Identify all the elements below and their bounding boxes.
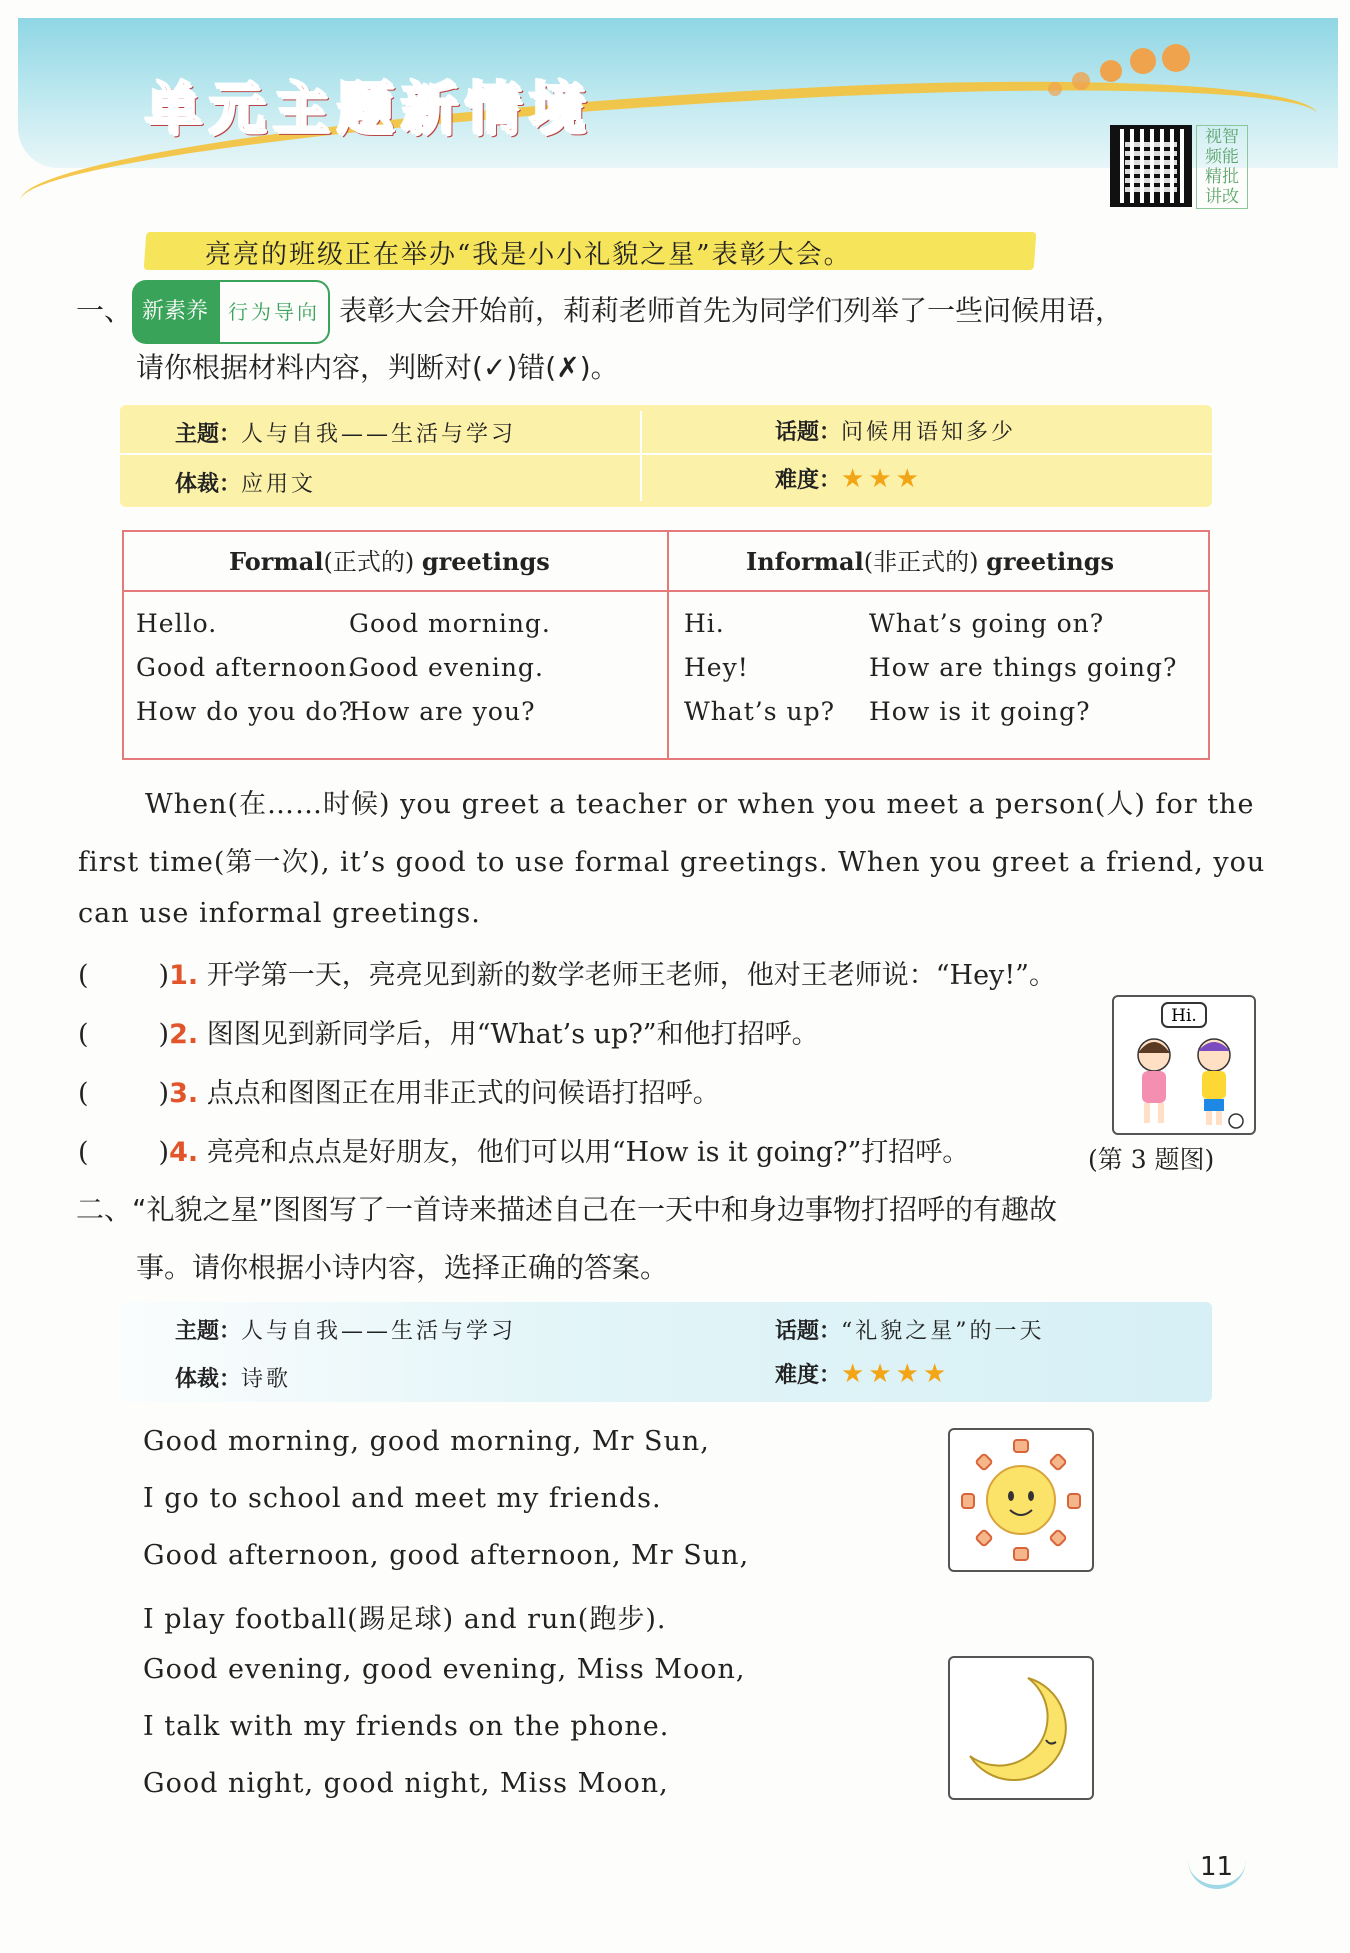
info-topic-value: 问候用语知多少 xyxy=(841,420,1017,445)
greetings-table xyxy=(122,530,1210,760)
info-theme-value: 人与自我——生活与学习 xyxy=(241,1319,517,1344)
decor-dot xyxy=(1100,60,1122,82)
question-item xyxy=(78,1130,969,1169)
speech-bubble-text: Hi. xyxy=(1171,1006,1197,1026)
info-divider xyxy=(120,453,1212,455)
behavior-tag: 行为导向 xyxy=(218,280,330,344)
poem-line: Good afternoon, good afternoon, Mr Sun, xyxy=(143,1540,750,1571)
table-cell: Good morning. xyxy=(349,609,551,638)
moon-icon xyxy=(950,1658,1092,1798)
answer-bracket-close: ) xyxy=(158,960,170,991)
question-text: 图图见到新同学后，用“What’s up?”和他打招呼。 xyxy=(206,1019,819,1050)
kids-illustration xyxy=(1114,997,1254,1133)
section1-number: 一、 xyxy=(76,294,133,327)
info-genre-label: 体裁： xyxy=(175,472,242,497)
qr-label: 视智频能精批讲改 xyxy=(1196,125,1248,209)
decor-dot xyxy=(1130,48,1156,74)
answer-bracket-open[interactable]: ( xyxy=(78,1019,89,1050)
section2-instruction-line2: 事。请你根据小诗内容，选择正确的答案。 xyxy=(136,1251,669,1284)
table-cell: Hey! xyxy=(684,653,749,682)
info-theme xyxy=(175,417,516,448)
informal-header: Informal(非正式的) greetings xyxy=(746,547,1115,576)
passage-line: can use informal greetings. xyxy=(78,898,481,929)
table-cell: Hello. xyxy=(136,609,218,638)
answer-bracket-open[interactable]: ( xyxy=(78,1137,89,1168)
decor-dot xyxy=(1072,72,1090,90)
question-item xyxy=(78,1071,720,1110)
poem-line: Good evening, good evening, Miss Moon, xyxy=(143,1654,746,1685)
info-genre xyxy=(175,467,316,498)
table-cell: How are things going? xyxy=(869,653,1178,682)
formal-header: Formal(正式的) greetings xyxy=(229,547,550,576)
table-cell: Good evening. xyxy=(349,653,544,682)
poem-line: Good morning, good morning, Mr Sun, xyxy=(143,1426,710,1457)
table-cell: Good afternoon. xyxy=(136,653,357,682)
info-genre-value: 应用文 xyxy=(241,472,317,497)
poem-line: I talk with my friends on the phone. xyxy=(143,1711,670,1742)
section2-instruction-line1: 二、“礼貌之星”图图写了一首诗来描述自己在一天中和身边事物打招呼的有趣故 xyxy=(76,1193,1058,1226)
question-number: 1. xyxy=(169,960,199,991)
info-difficulty xyxy=(775,463,923,494)
info-topic xyxy=(775,415,1016,446)
sun-figure xyxy=(948,1428,1094,1572)
answer-bracket-close: ) xyxy=(158,1137,170,1168)
info-genre-value: 诗歌 xyxy=(241,1367,292,1392)
q3-figure xyxy=(1112,995,1256,1135)
answer-bracket-open[interactable]: ( xyxy=(78,1078,89,1109)
info-genre-label: 体裁： xyxy=(175,1367,242,1392)
question-number: 4. xyxy=(169,1137,199,1168)
info-topic xyxy=(775,1314,1045,1345)
info-divider xyxy=(640,411,642,501)
unit-title: 单元主题新情境 xyxy=(145,77,593,142)
info-theme-value: 人与自我——生活与学习 xyxy=(241,422,517,447)
answer-bracket-close: ) xyxy=(158,1019,170,1050)
table-cell: Hi. xyxy=(684,609,725,638)
question-number: 2. xyxy=(169,1019,199,1050)
question-number: 3. xyxy=(169,1078,199,1109)
q3-figure-caption: (第 3 题图) xyxy=(1088,1145,1215,1174)
info-genre xyxy=(175,1362,291,1393)
question-item xyxy=(78,953,1056,992)
table-cell: How are you? xyxy=(349,697,536,726)
passage-line: When(在……时候) you greet a teacher or when you meet a person(人) for the xyxy=(145,789,1255,820)
section1-instruction-line2: 请你根据材料内容，判断对(✓)错(✗)。 xyxy=(136,351,619,384)
answer-bracket-close: ) xyxy=(158,1078,170,1109)
table-cell: What’s going on? xyxy=(869,609,1105,638)
section1-heading xyxy=(76,280,1123,344)
info-theme-label: 主题： xyxy=(175,1319,242,1344)
table-cell: What’s up? xyxy=(684,697,835,726)
poem-line: I play football(踢足球) and run(跑步). xyxy=(143,1604,667,1635)
question-item xyxy=(78,1012,819,1051)
info-difficulty-label: 难度： xyxy=(775,468,842,493)
info-topic-value: “礼貌之星”的一天 xyxy=(841,1319,1045,1344)
decor-dot xyxy=(1048,82,1062,96)
answer-bracket-open[interactable]: ( xyxy=(78,960,89,991)
question-text: 开学第一天，亮亮见到新的数学老师王老师，他对王老师说：“Hey!”。 xyxy=(206,960,1056,991)
poem-line: Good night, good night, Miss Moon, xyxy=(143,1768,669,1799)
passage-line: first time(第一次), it’s good to use formal greetings. When you greet a friend, you xyxy=(78,847,1266,878)
info-difficulty-label: 难度： xyxy=(775,1363,842,1388)
info-topic-label: 话题： xyxy=(775,420,842,445)
difficulty-stars: ★★★★ xyxy=(841,1359,951,1389)
table-cell: How is it going? xyxy=(869,697,1091,726)
table-divider xyxy=(667,532,669,758)
info-theme xyxy=(175,1314,516,1345)
info-topic-label: 话题： xyxy=(775,1319,842,1344)
section2-info-box xyxy=(120,1302,1212,1402)
page-number: 11 xyxy=(1200,1852,1234,1882)
qr-code-pattern xyxy=(1125,140,1177,192)
section1-instruction-line1: 表彰大会开始前，莉莉老师首先为同学们列举了一些问候用语， xyxy=(338,294,1123,327)
table-cell: How do you do? xyxy=(136,697,353,726)
table-divider xyxy=(124,590,1208,592)
poem-line: I go to school and meet my friends. xyxy=(143,1483,662,1514)
decor-dot xyxy=(1162,44,1190,72)
info-difficulty xyxy=(775,1358,950,1389)
sun-icon xyxy=(950,1430,1092,1570)
scenario-text: 亮亮的班级正在举办“我是小小礼貌之星”表彰大会。 xyxy=(205,240,852,270)
new-literacy-tag: 新素养 xyxy=(132,280,218,344)
question-text: 点点和图图正在用非正式的问候语打招呼。 xyxy=(206,1078,720,1109)
section1-info-box xyxy=(120,405,1212,507)
moon-figure xyxy=(948,1656,1094,1800)
difficulty-stars: ★★★ xyxy=(841,464,923,494)
info-theme-label: 主题： xyxy=(175,422,242,447)
question-text: 亮亮和点点是好朋友，他们可以用“How is it going?”打招呼。 xyxy=(206,1137,970,1168)
